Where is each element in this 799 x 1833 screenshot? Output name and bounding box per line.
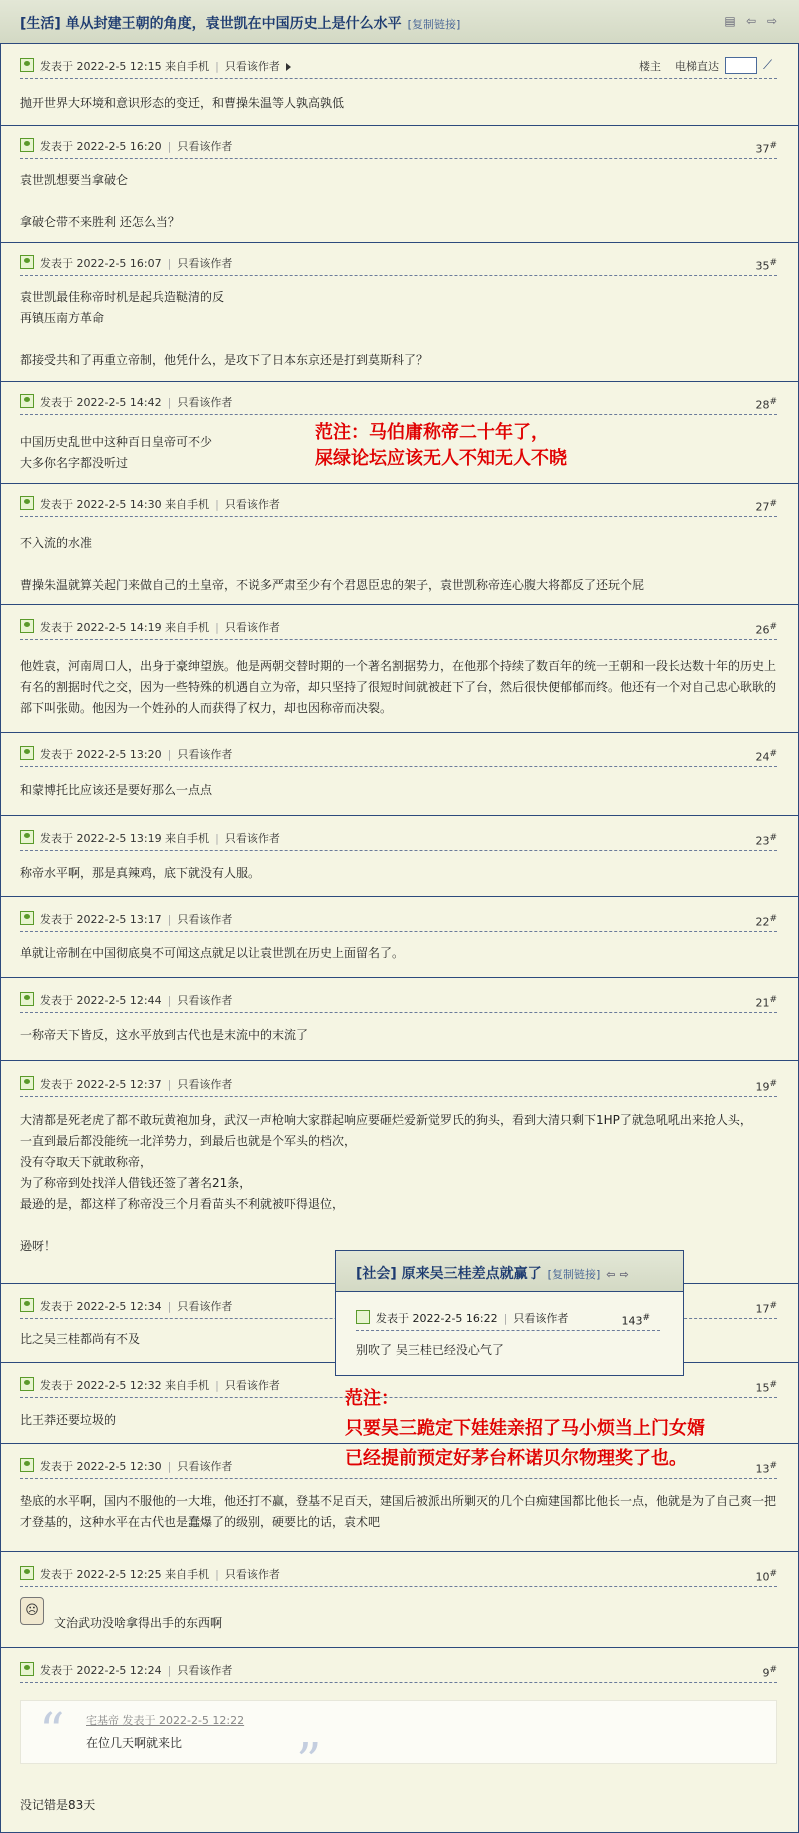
post-body: 没记错是83天	[20, 1798, 96, 1812]
post-time: 发表于 2022-2-5 12:34	[40, 1300, 162, 1313]
popup-meta: 发表于 2022-2-5 16:22 | 只看该作者 143#	[356, 1308, 660, 1331]
user-avatar-icon[interactable]	[20, 992, 34, 1006]
quote-author-link[interactable]: 宅基帝 发表于 2022-2-5 12:22	[86, 1714, 245, 1727]
post-body: 文治武功没啥拿得出手的东西啊	[54, 1616, 223, 1630]
post-body: 比之吴三桂都尚有不及	[20, 1332, 141, 1346]
post-meta: 发表于 2022-2-5 12:34 | 只看该作者 17#	[20, 1295, 777, 1319]
user-avatar-icon[interactable]	[20, 1076, 34, 1090]
post-meta: 发表于 2022-2-5 16:20 | 只看该作者 37#	[20, 135, 777, 159]
user-avatar-icon[interactable]	[20, 830, 34, 844]
quote-text: 在位几天啊就来比	[86, 1736, 183, 1750]
user-avatar-icon[interactable]	[20, 58, 34, 72]
prev-icon[interactable]: ⇦	[606, 1268, 616, 1281]
elevator-label: 电梯直达	[675, 59, 719, 73]
embedded-post-popup	[335, 1250, 684, 1376]
only-author-link[interactable]: 只看该作者	[513, 1312, 569, 1325]
post-body: 不入流的水准 曹操朱温就算关起门来做自己的土皇帝，不说多严肃至少有个君恩臣忠的架子，袁世凯称帝连心腹大将都反了还玩个屁	[20, 536, 645, 592]
post-meta: 发表于 2022-2-5 14:42 | 只看该作者 28#	[20, 391, 777, 415]
floor-number[interactable]: 10#	[755, 1569, 777, 1584]
post-time: 发表于 2022-2-5 14:19 来自手机	[40, 621, 210, 634]
post	[0, 243, 799, 382]
post-meta: 发表于 2022-2-5 13:20 | 只看该作者 24#	[20, 743, 777, 767]
only-author-link[interactable]: 只看该作者	[224, 60, 280, 73]
thread-title: [生活] 单从封建王朝的角度，袁世凯在中国历史上是什么水平 [复制链接]	[20, 16, 461, 32]
user-avatar-icon[interactable]	[20, 1662, 34, 1676]
post	[0, 897, 799, 978]
post-meta: 发表于 2022-2-5 12:15 来自手机 | 只看该作者 楼主 电梯直达 ⟋	[20, 55, 777, 79]
post-meta: 发表于 2022-2-5 12:30 | 只看该作者 13#	[20, 1455, 777, 1479]
floor-number[interactable]: 13#	[755, 1461, 777, 1476]
only-author-link[interactable]: 只看该作者	[177, 913, 233, 926]
close-quote-icon: ”	[296, 1732, 322, 1790]
post	[0, 126, 799, 243]
user-avatar-icon[interactable]	[20, 255, 34, 269]
post	[0, 44, 799, 126]
post-meta: 发表于 2022-2-5 13:19 来自手机 | 只看该作者 23#	[20, 827, 777, 851]
floor-number[interactable]: 37#	[755, 141, 777, 156]
user-avatar-icon[interactable]	[20, 911, 34, 925]
post-time: 发表于 2022-2-5 12:37	[40, 1078, 162, 1091]
floor-number[interactable]: 28#	[755, 397, 777, 412]
prev-thread-icon[interactable]: ⇦	[745, 14, 757, 28]
post-body: 比王莽还要垃圾的	[20, 1413, 117, 1427]
only-author-link[interactable]: 只看该作者	[177, 1078, 233, 1091]
only-author-link[interactable]: 只看该作者	[224, 621, 280, 634]
post-meta: 发表于 2022-2-5 16:07 | 只看该作者 35#	[20, 252, 777, 276]
post-meta: 发表于 2022-2-5 13:17 | 只看该作者 22#	[20, 908, 777, 932]
post-meta: 发表于 2022-2-5 14:30 来自手机 | 只看该作者 27#	[20, 493, 777, 517]
post-body: 中国历史乱世中这种百日皇帝可不少 大多你名字都没听过	[20, 435, 213, 470]
thread-header	[0, 0, 799, 44]
post-time: 发表于 2022-2-5 13:19 来自手机	[40, 832, 210, 845]
floor-number[interactable]: 17#	[755, 1301, 777, 1316]
only-author-link[interactable]: 只看该作者	[177, 1300, 233, 1313]
post-body: 大清都是死老虎了都不敢玩黄袍加身，武汉一声枪响大家群起响应要砸烂爱新觉罗氏的狗头，看到大清只剩下1HP了就急吼吼出来抢人头， 一直到最后都没能统一北洋势力，到最后也就是个军头的档次， 没有夺取天下就敢称帝， 为了称帝到处找洋人借钱还签了著名21条， 最逊的是，都这样了称帝没三个月看苗头不利就被吓得退位， 逊呀！	[20, 1113, 752, 1253]
floor-number[interactable]: 35#	[755, 258, 777, 273]
only-author-link[interactable]: 只看该作者	[177, 1460, 233, 1473]
post-meta: 发表于 2022-2-5 12:24 | 只看该作者 9#	[20, 1659, 777, 1683]
user-avatar-icon[interactable]	[20, 394, 34, 408]
copy-link[interactable]: [复制链接]	[407, 18, 461, 31]
post-body: 抛开世界大环境和意识形态的变迁，和曹操朱温等人孰高孰低	[20, 96, 345, 110]
user-avatar-icon[interactable]	[20, 1458, 34, 1472]
user-avatar-icon[interactable]	[356, 1310, 370, 1324]
user-avatar-icon[interactable]	[20, 619, 34, 633]
post-time: 发表于 2022-2-5 16:07	[40, 257, 162, 270]
post-body: 一称帝天下皆反，这水平放到古代也是末流中的末流了	[20, 1028, 309, 1042]
post-time: 发表于 2022-2-5 12:32 来自手机	[40, 1379, 210, 1392]
floor-number[interactable]: 22#	[755, 914, 777, 929]
floor-number[interactable]: 19#	[755, 1079, 777, 1094]
post	[0, 484, 799, 605]
red-annotation: 范注：马伯庸称帝二十年了， 屎绿论坛应该无人不知无人不晓	[315, 422, 567, 469]
jump-go-icon[interactable]: ⟋	[763, 57, 773, 73]
dropdown-arrow-icon[interactable]	[286, 63, 291, 71]
post-time: 发表于 2022-2-5 14:30 来自手机	[40, 498, 210, 511]
post-time: 发表于 2022-2-5 16:20	[40, 140, 162, 153]
post-time: 发表于 2022-2-5 14:42	[40, 396, 162, 409]
popup-copy-link[interactable]: [复制链接]	[547, 1268, 601, 1281]
post-time: 发表于 2022-2-5 13:17	[40, 913, 162, 926]
only-author-link[interactable]: 只看该作者	[177, 257, 233, 270]
only-author-link[interactable]: 只看该作者	[177, 748, 233, 761]
quote-block	[20, 1700, 777, 1790]
post	[0, 816, 799, 897]
post-meta: 发表于 2022-2-5 12:44 | 只看该作者 21#	[20, 989, 777, 1013]
floor-number[interactable]: 23#	[755, 833, 777, 848]
next-icon[interactable]: ⇨	[619, 1268, 629, 1281]
open-quote-icon: “	[39, 1702, 65, 1760]
post	[0, 382, 799, 484]
only-author-link[interactable]: 只看该作者	[224, 1568, 280, 1581]
post-body: 袁世凯想要当拿破仑 拿破仑带不来胜利 还怎么当？	[20, 173, 180, 229]
only-author-link[interactable]: 只看该作者	[224, 498, 280, 511]
user-avatar-icon[interactable]	[20, 496, 34, 510]
post-meta: 发表于 2022-2-5 14:19 来自手机 | 只看该作者 26#	[20, 616, 777, 640]
only-author-link[interactable]: 只看该作者	[224, 1379, 280, 1392]
post-meta: 发表于 2022-2-5 12:37 | 只看该作者 19#	[20, 1073, 777, 1097]
popup-title: [社会] 原来吴三桂差点就赢了 [复制链接] ⇦ ⇨	[356, 1266, 629, 1282]
user-avatar-icon[interactable]	[20, 1377, 34, 1391]
floor-number[interactable]: 26#	[755, 622, 777, 637]
post-body: 袁世凯最佳称帝时机是起兵造鞑清的反 再镇压南方革命 都接受共和了再重立帝制，他凭什么，是攻下了日本东京还是打到莫斯科了？	[20, 290, 429, 367]
post-body: 垫底的水平啊，国内不服他的一大堆，他还打不赢，登基不足百天，建国后被派出所剿灭的几个白痴建国都比他长一点，他就是为了自己爽一把才登基的，这种水平在古代也是蠢爆了的级别，硬要比的话，袁术吧	[20, 1494, 777, 1529]
floor-number[interactable]: 27#	[755, 499, 777, 514]
floor-number[interactable]: 15#	[755, 1380, 777, 1395]
only-author-link[interactable]: 只看该作者	[177, 994, 233, 1007]
floor-owner-label: 楼主	[639, 59, 661, 73]
user-avatar-icon[interactable]	[20, 1298, 34, 1312]
emoticon-icon: ☹	[20, 1597, 44, 1625]
popup-header	[336, 1251, 683, 1292]
post-meta: 发表于 2022-2-5 12:25 来自手机 | 只看该作者 10#	[20, 1563, 777, 1587]
popup-text: 别吹了 吴三桂已经没心气了	[356, 1343, 504, 1357]
post-time: 发表于 2022-2-5 12:44	[40, 994, 162, 1007]
floor-number[interactable]: 24#	[755, 749, 777, 764]
post-body: 和蒙博托比应该还是要好那么一点点	[20, 783, 213, 797]
user-avatar-icon[interactable]	[20, 746, 34, 760]
post-time: 发表于 2022-2-5 13:20	[40, 748, 162, 761]
post-time: 发表于 2022-2-5 12:30	[40, 1460, 162, 1473]
post-time: 发表于 2022-2-5 16:22	[376, 1312, 498, 1325]
post-time: 发表于 2022-2-5 12:15 来自手机	[40, 60, 210, 73]
only-author-link[interactable]: 只看该作者	[224, 832, 280, 845]
floor-number[interactable]: 9#	[762, 1665, 777, 1680]
post	[0, 1552, 799, 1648]
post	[0, 733, 799, 816]
post-body: 单就让帝制在中国彻底臭不可闻这点就足以让袁世凯在历史上面留名了。	[20, 946, 405, 960]
only-author-link[interactable]: 只看该作者	[177, 396, 233, 409]
post-body: 他姓袁，河南周口人，出身于豪绅望族。他是两朝交替时期的一个著名割据势力，在他那个持续了数百年的统一王朝和一段长达数十年的历史上有名的割据时代之交，因为一些特殊的机遇自立为帝，却只坚持了很短时间就被赶下了台，然后很快便郁郁而终。他还有一个对自己忠心耿耿的部下叫张勋。他因为一个姓孙的人而获得了权力，却也因称帝而决裂。	[20, 659, 777, 715]
user-avatar-icon[interactable]	[20, 1566, 34, 1580]
only-author-link[interactable]: 只看该作者	[177, 140, 233, 153]
post	[0, 605, 799, 733]
next-thread-icon[interactable]: ⇨	[766, 14, 778, 28]
post-time: 发表于 2022-2-5 12:24	[40, 1664, 162, 1677]
post-body: 称帝水平啊，那是真辣鸡，底下就没有人服。	[20, 866, 261, 880]
post-meta: 发表于 2022-2-5 12:32 来自手机 | 只看该作者 15#	[20, 1374, 777, 1398]
print-icon[interactable]: ▤	[724, 14, 736, 28]
floor-number[interactable]: 143#	[621, 1313, 650, 1328]
red-annotation: 范注： 只要吴三跪定下娃娃亲招了马小烦当上门女婿 已经提前预定好茅台杯诺贝尔物理奖了也。	[345, 1388, 705, 1469]
only-author-link[interactable]: 只看该作者	[177, 1664, 233, 1677]
post	[0, 978, 799, 1061]
post-time: 发表于 2022-2-5 12:25 来自手机	[40, 1568, 210, 1581]
floor-jump-input[interactable]	[725, 57, 757, 74]
floor-number[interactable]: 21#	[755, 995, 777, 1010]
user-avatar-icon[interactable]	[20, 138, 34, 152]
